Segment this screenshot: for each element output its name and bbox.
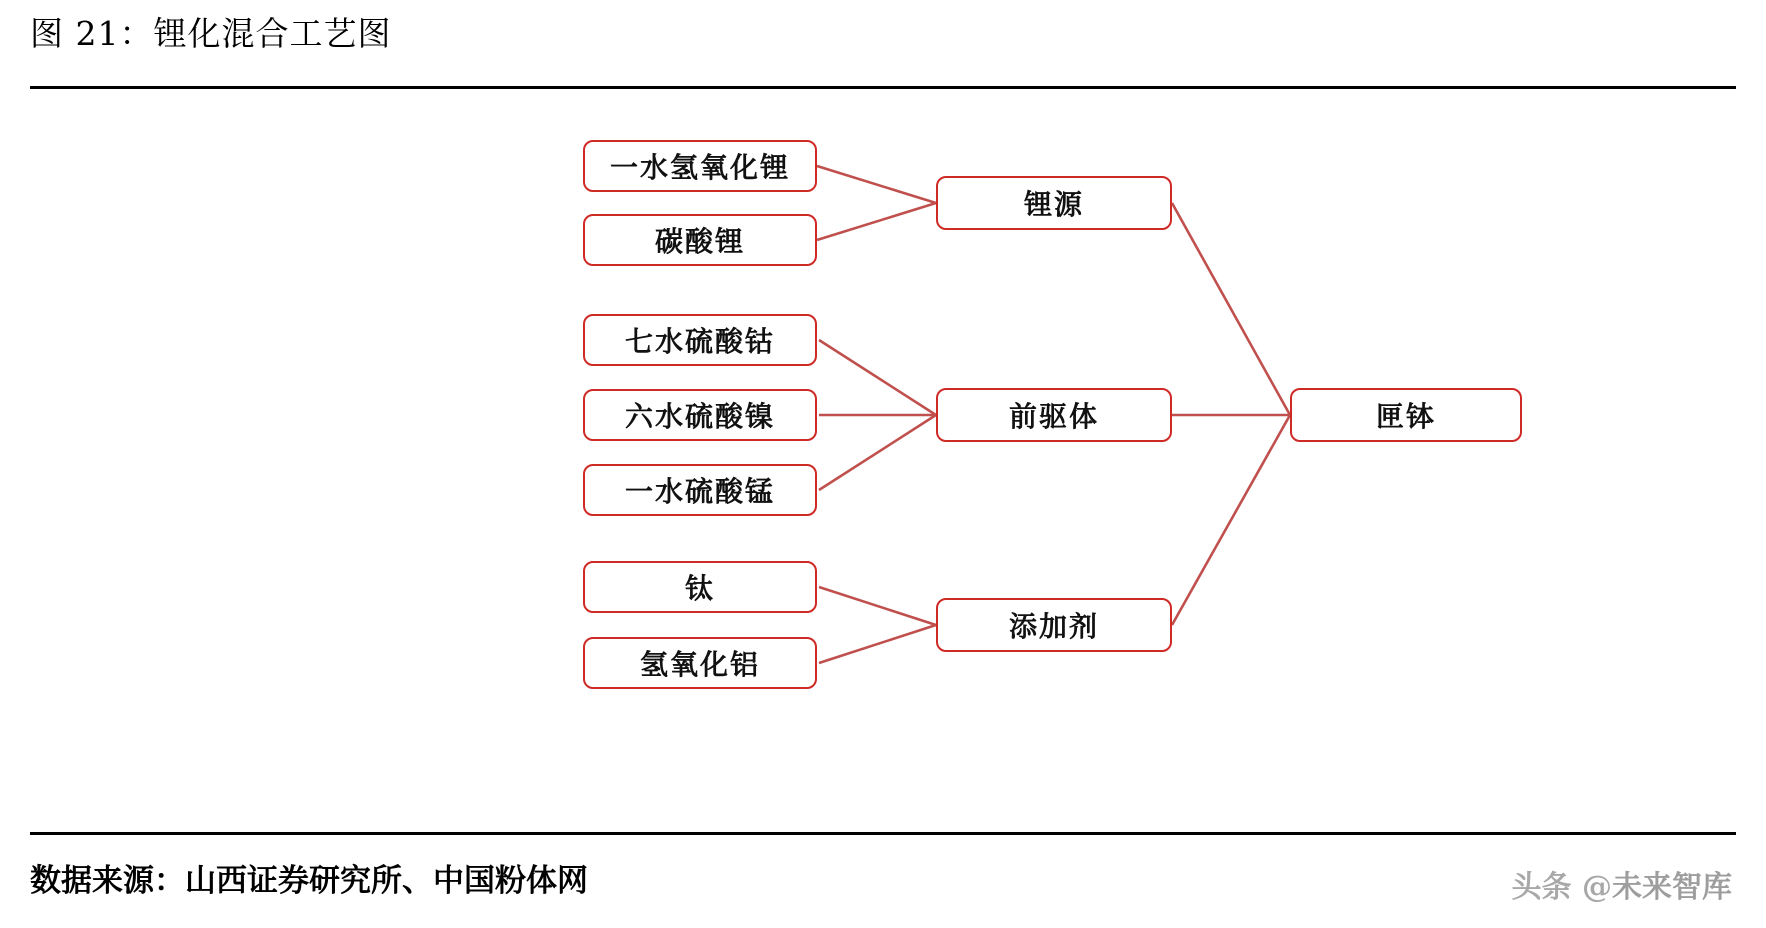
node-li-source[interactable] [936, 176, 1172, 230]
node-lioh[interactable] [583, 140, 817, 192]
node-label: 一水氢氧化锂 [609, 151, 790, 184]
node-additive[interactable] [936, 598, 1172, 652]
diagram-edges [0, 95, 1766, 825]
node-label: 一水硫酸锰 [624, 475, 775, 508]
node-li2co3[interactable] [583, 214, 817, 266]
process-diagram [0, 95, 1766, 825]
divider-bottom [30, 832, 1736, 835]
node-sagger[interactable] [1290, 388, 1522, 442]
node-label: 前驱体 [1008, 400, 1099, 433]
node-label: 六水硫酸镍 [624, 400, 775, 433]
source-note: 数据来源：山西证券研究所、中国粉体网 [30, 863, 588, 899]
page-title: 图 21：锂化混合工艺图 [30, 14, 392, 53]
edge-mnso4-to-precursor [819, 415, 936, 490]
node-label: 钛 [684, 572, 715, 605]
node-mnso4[interactable] [583, 464, 817, 516]
node-label: 锂源 [1023, 188, 1084, 221]
edge-li-source-to-sagger [1172, 203, 1290, 415]
watermark [1512, 862, 1732, 906]
edge-coso4-to-precursor [819, 340, 936, 415]
watermark-name: 未来智库 [1612, 870, 1732, 905]
node-label: 匣钵 [1375, 400, 1436, 433]
edge-lioh-to-li-source [817, 166, 936, 203]
edge-li2co3-to-li-source [817, 203, 936, 240]
node-label: 氢氧化铝 [639, 648, 760, 681]
watermark-prefix: 头条 @ [1511, 870, 1612, 905]
node-coso4[interactable] [583, 314, 817, 366]
node-aloh3[interactable] [583, 637, 817, 689]
node-precursor[interactable] [936, 388, 1172, 442]
node-label: 碳酸锂 [654, 225, 745, 258]
divider-top [30, 86, 1736, 89]
node-niso4[interactable] [583, 389, 817, 441]
edge-ti-to-additive [819, 587, 936, 625]
node-label: 七水硫酸钴 [624, 325, 775, 358]
node-ti[interactable] [583, 561, 817, 613]
edge-aloh3-to-additive [819, 625, 936, 663]
edge-additive-to-sagger [1172, 415, 1290, 625]
node-label: 添加剂 [1008, 610, 1099, 643]
